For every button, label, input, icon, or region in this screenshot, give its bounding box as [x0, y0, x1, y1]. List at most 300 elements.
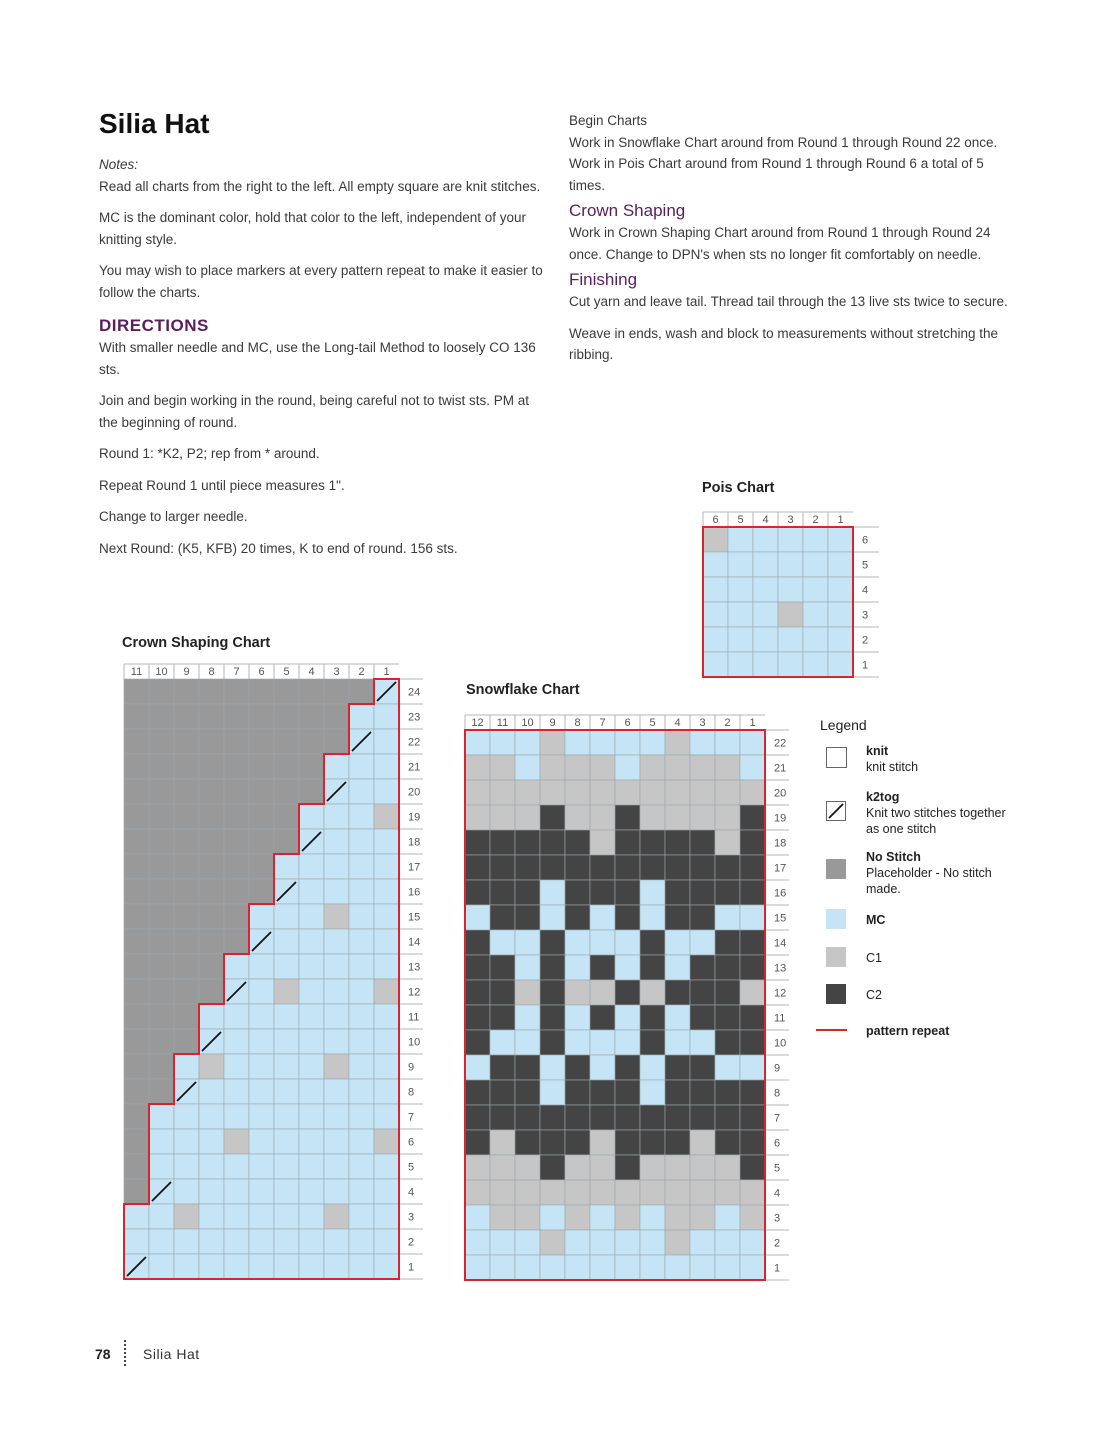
chart-cell — [515, 1130, 540, 1155]
chart-cell — [690, 805, 715, 830]
chart-cell — [174, 954, 199, 979]
row-number: 15 — [774, 912, 787, 925]
row-number: 9 — [408, 1061, 415, 1074]
chart-cell — [540, 1180, 565, 1205]
chart-cell — [224, 954, 249, 979]
col-number: 10 — [521, 717, 534, 729]
chart-cell — [299, 1229, 324, 1254]
chart-cell — [274, 1154, 299, 1179]
chart-cell — [124, 1004, 149, 1029]
row-number: 2 — [774, 1237, 781, 1250]
chart-cell — [174, 804, 199, 829]
chart-cell — [740, 830, 765, 855]
finishing-text: Weave in ends, wash and block to measurements without stretching the ribbing. — [569, 325, 998, 362]
chart-cell — [124, 854, 149, 879]
chart-cell — [565, 1255, 590, 1280]
snowflake-chart-title: Snowflake Chart — [466, 682, 580, 698]
chart-cell — [465, 1080, 490, 1105]
chart-cell — [665, 905, 690, 930]
chart-cell — [274, 1104, 299, 1129]
chart-cell — [828, 602, 853, 627]
chart-cell — [124, 1104, 149, 1129]
chart-cell — [690, 755, 715, 780]
chart-cell — [665, 855, 690, 880]
chart-cell — [665, 1230, 690, 1255]
chart-cell — [199, 1104, 224, 1129]
chart-cell — [174, 929, 199, 954]
chart-cell — [640, 1055, 665, 1080]
chart-cell — [590, 830, 615, 855]
chart-cell — [690, 880, 715, 905]
chart-cell — [515, 730, 540, 755]
chart-cell — [640, 880, 665, 905]
row-number: 11 — [774, 1012, 786, 1025]
chart-cell — [465, 980, 490, 1005]
chart-cell — [490, 1205, 515, 1230]
chart-cell — [515, 1155, 540, 1180]
chart-cell — [465, 1205, 490, 1230]
chart-cell — [149, 1054, 174, 1079]
chart-cell — [199, 1254, 224, 1279]
chart-cell — [174, 1004, 199, 1029]
chart-cell — [224, 1129, 249, 1154]
chart-cell — [490, 805, 515, 830]
chart-cell — [349, 879, 374, 904]
chart-cell — [124, 704, 149, 729]
crown-text: Work in Crown Shaping Chart around from Round 1 through Round 24 once. Change to DPN's when sts no longer fit comfortably on needle. — [569, 225, 991, 262]
chart-cell — [299, 704, 324, 729]
chart-cell — [299, 804, 324, 829]
chart-cell — [224, 1079, 249, 1104]
chart-cell — [465, 1180, 490, 1205]
chart-cell — [249, 954, 274, 979]
chart-cell — [590, 1105, 615, 1130]
chart-cell — [590, 1005, 615, 1030]
chart-cell — [515, 830, 540, 855]
chart-cell — [274, 979, 299, 1004]
chart-cell — [374, 804, 399, 829]
chart-cell — [324, 829, 349, 854]
row-number: 20 — [774, 787, 787, 800]
chart-cell — [274, 1229, 299, 1254]
chart-cell — [665, 880, 690, 905]
legend-name: pattern repeat — [866, 1024, 950, 1038]
chart-cell — [249, 1029, 274, 1054]
chart-cell — [590, 955, 615, 980]
chart-cell — [349, 804, 374, 829]
chart-cell — [249, 1054, 274, 1079]
chart-cell — [490, 930, 515, 955]
chart-cell — [124, 1229, 149, 1254]
chart-cell — [565, 1130, 590, 1155]
footer-divider — [124, 1340, 126, 1366]
chart-cell — [374, 1229, 399, 1254]
chart-cell — [374, 704, 399, 729]
chart-cell — [199, 1004, 224, 1029]
chart-cell — [174, 704, 199, 729]
chart-cell — [540, 805, 565, 830]
chart-cell — [324, 904, 349, 929]
col-number: 3 — [787, 514, 794, 526]
chart-cell — [224, 704, 249, 729]
chart-cell — [224, 804, 249, 829]
snowflake-chart — [455, 707, 800, 1282]
chart-cell — [715, 830, 740, 855]
chart-cell — [490, 1005, 515, 1030]
chart-cell — [828, 652, 853, 677]
chart-cell — [324, 1204, 349, 1229]
chart-cell — [324, 929, 349, 954]
chart-cell — [465, 880, 490, 905]
chart-cell — [349, 1054, 374, 1079]
col-number: 12 — [471, 717, 484, 729]
chart-cell — [715, 1005, 740, 1030]
chart-cell — [324, 1229, 349, 1254]
chart-cell — [515, 980, 540, 1005]
chart-cell — [690, 1005, 715, 1030]
chart-cell — [490, 1130, 515, 1155]
row-number: 19 — [408, 811, 421, 824]
chart-cell — [490, 955, 515, 980]
chart-cell — [490, 780, 515, 805]
chart-cell — [149, 1254, 174, 1279]
chart-cell — [374, 929, 399, 954]
knit-swatch — [826, 747, 847, 768]
chart-cell — [640, 1255, 665, 1280]
row-number: 19 — [774, 812, 787, 825]
chart-cell — [728, 602, 753, 627]
row-number: 11 — [408, 1011, 420, 1024]
chart-cell — [374, 1154, 399, 1179]
legend-name: C1 — [866, 951, 882, 965]
chart-cell — [715, 855, 740, 880]
page-number: 78 — [95, 1346, 111, 1362]
chart-cell — [124, 1029, 149, 1054]
chart-cell — [249, 704, 274, 729]
note-text: You may wish to place markers at every pattern repeat to make it easier to follow the charts. — [99, 263, 543, 300]
chart-cell — [590, 1255, 615, 1280]
chart-cell — [249, 804, 274, 829]
chart-cell — [740, 1255, 765, 1280]
row-number: 20 — [408, 786, 421, 799]
chart-cell — [490, 1030, 515, 1055]
col-number: 5 — [737, 514, 744, 526]
chart-cell — [590, 1030, 615, 1055]
chart-cell — [715, 730, 740, 755]
chart-cell — [540, 755, 565, 780]
direction-text: Change to larger needle. — [99, 509, 248, 524]
no-stitch-swatch — [826, 859, 846, 879]
chart-cell — [349, 1254, 374, 1279]
chart-cell — [174, 979, 199, 1004]
chart-cell — [324, 1104, 349, 1129]
row-number: 4 — [862, 584, 869, 597]
row-number: 3 — [408, 1211, 415, 1224]
chart-cell — [324, 729, 349, 754]
chart-cell — [199, 829, 224, 854]
chart-cell — [690, 905, 715, 930]
chart-cell — [199, 929, 224, 954]
chart-cell — [515, 1180, 540, 1205]
chart-cell — [690, 1030, 715, 1055]
chart-cell — [274, 929, 299, 954]
row-number: 16 — [774, 887, 787, 900]
chart-cell — [249, 1104, 274, 1129]
chart-cell — [615, 1030, 640, 1055]
chart-cell — [174, 1204, 199, 1229]
chart-cell — [740, 905, 765, 930]
chart-cell — [728, 552, 753, 577]
chart-cell — [540, 955, 565, 980]
chart-cell — [740, 955, 765, 980]
row-number: 1 — [408, 1261, 415, 1274]
chart-cell — [174, 1104, 199, 1129]
chart-cell — [374, 1054, 399, 1079]
chart-cell — [590, 780, 615, 805]
col-number: 11 — [496, 717, 509, 729]
chart-cell — [199, 1179, 224, 1204]
chart-cell — [565, 730, 590, 755]
chart-cell — [324, 1004, 349, 1029]
col-number: 3 — [699, 717, 706, 729]
chart-cell — [174, 1229, 199, 1254]
chart-cell — [690, 730, 715, 755]
chart-cell — [174, 729, 199, 754]
row-number: 21 — [408, 761, 421, 774]
chart-cell — [715, 1255, 740, 1280]
chart-cell — [299, 679, 324, 704]
chart-cell — [615, 880, 640, 905]
chart-cell — [174, 1154, 199, 1179]
chart-cell — [224, 1029, 249, 1054]
chart-cell — [124, 779, 149, 804]
chart-cell — [490, 1105, 515, 1130]
chart-cell — [465, 830, 490, 855]
row-number: 4 — [774, 1187, 781, 1200]
legend-desc: Knit two stitches together as one stitch — [866, 806, 1006, 836]
chart-cell — [540, 930, 565, 955]
chart-cell — [690, 930, 715, 955]
chart-cell — [715, 1055, 740, 1080]
chart-cell — [715, 1180, 740, 1205]
legend-name: k2tog — [866, 790, 900, 804]
chart-cell — [690, 1155, 715, 1180]
chart-cell — [274, 754, 299, 779]
chart-cell — [665, 1105, 690, 1130]
col-number: 7 — [599, 717, 606, 729]
chart-cell — [565, 1005, 590, 1030]
chart-cell — [715, 905, 740, 930]
chart-cell — [640, 1155, 665, 1180]
chart-cell — [174, 829, 199, 854]
chart-cell — [565, 1205, 590, 1230]
chart-cell — [565, 855, 590, 880]
col-number: 2 — [812, 514, 819, 526]
chart-cell — [590, 1180, 615, 1205]
chart-cell — [615, 1080, 640, 1105]
chart-cell — [690, 1130, 715, 1155]
chart-cell — [665, 730, 690, 755]
col-number: 4 — [674, 717, 681, 729]
chart-cell — [640, 955, 665, 980]
chart-cell — [465, 1230, 490, 1255]
chart-cell — [728, 577, 753, 602]
chart-cell — [124, 1079, 149, 1104]
chart-cell — [374, 904, 399, 929]
chart-cell — [124, 1154, 149, 1179]
chart-cell — [715, 1030, 740, 1055]
chart-cell — [615, 1230, 640, 1255]
chart-cell — [149, 1229, 174, 1254]
chart-cell — [349, 1004, 374, 1029]
chart-cell — [615, 830, 640, 855]
chart-cell — [665, 980, 690, 1005]
chart-cell — [374, 854, 399, 879]
chart-cell — [199, 854, 224, 879]
chart-cell — [753, 577, 778, 602]
row-number: 22 — [774, 737, 787, 750]
chart-cell — [590, 1230, 615, 1255]
chart-cell — [515, 780, 540, 805]
chart-cell — [465, 1255, 490, 1280]
row-number: 1 — [862, 659, 869, 672]
chart-cell — [615, 1180, 640, 1205]
chart-cell — [490, 1080, 515, 1105]
chart-cell — [249, 1179, 274, 1204]
chart-cell — [374, 1129, 399, 1154]
chart-cell — [715, 1080, 740, 1105]
row-number: 3 — [774, 1212, 781, 1225]
chart-cell — [349, 1079, 374, 1104]
chart-cell — [465, 1030, 490, 1055]
chart-cell — [640, 1230, 665, 1255]
chart-cell — [349, 829, 374, 854]
chart-cell — [778, 627, 803, 652]
chart-cell — [174, 1254, 199, 1279]
chart-cell — [690, 1230, 715, 1255]
chart-cell — [124, 729, 149, 754]
chart-cell — [565, 1080, 590, 1105]
chart-cell — [224, 854, 249, 879]
chart-cell — [828, 577, 853, 602]
chart-cell — [728, 652, 753, 677]
row-number: 13 — [774, 962, 787, 975]
chart-cell — [615, 1255, 640, 1280]
chart-cell — [274, 854, 299, 879]
chart-cell — [149, 1029, 174, 1054]
chart-cell — [565, 880, 590, 905]
chart-cell — [490, 980, 515, 1005]
chart-cell — [249, 1229, 274, 1254]
crown-chart-title: Crown Shaping Chart — [122, 635, 271, 651]
row-number: 10 — [408, 1036, 421, 1049]
chart-cell — [490, 1255, 515, 1280]
chart-cell — [803, 652, 828, 677]
chart-cell — [590, 855, 615, 880]
chart-cell — [490, 855, 515, 880]
chart-cell — [778, 577, 803, 602]
chart-cell — [753, 652, 778, 677]
row-number: 7 — [774, 1112, 781, 1125]
chart-cell — [540, 1055, 565, 1080]
chart-cell — [174, 779, 199, 804]
chart-cell — [349, 954, 374, 979]
chart-cell — [540, 830, 565, 855]
chart-cell — [740, 730, 765, 755]
chart-cell — [740, 1130, 765, 1155]
chart-cell — [274, 1129, 299, 1154]
chart-cell — [249, 1254, 274, 1279]
chart-cell — [540, 1155, 565, 1180]
chart-cell — [565, 905, 590, 930]
chart-cell — [703, 652, 728, 677]
chart-cell — [349, 854, 374, 879]
chart-cell — [274, 1079, 299, 1104]
chart-cell — [224, 1154, 249, 1179]
chart-cell — [199, 704, 224, 729]
chart-cell — [374, 879, 399, 904]
chart-cell — [274, 779, 299, 804]
chart-cell — [715, 1105, 740, 1130]
chart-cell — [224, 1204, 249, 1229]
chart-cell — [565, 1155, 590, 1180]
chart-cell — [224, 679, 249, 704]
chart-cell — [690, 955, 715, 980]
chart-cell — [565, 1230, 590, 1255]
chart-cell — [565, 1180, 590, 1205]
chart-cell — [249, 1004, 274, 1029]
direction-text: Repeat Round 1 until piece measures 1". — [99, 477, 345, 493]
chart-cell — [249, 754, 274, 779]
chart-cell — [590, 930, 615, 955]
chart-cell — [349, 779, 374, 804]
chart-cell — [715, 880, 740, 905]
chart-cell — [615, 1005, 640, 1030]
chart-cell — [249, 1154, 274, 1179]
chart-cell — [690, 1105, 715, 1130]
chart-cell — [224, 904, 249, 929]
chart-cell — [640, 755, 665, 780]
chart-cell — [349, 679, 374, 704]
chart-cell — [590, 755, 615, 780]
chart-cell — [299, 904, 324, 929]
row-number: 17 — [774, 862, 787, 875]
chart-cell — [299, 1204, 324, 1229]
chart-cell — [199, 1079, 224, 1104]
notes-label: Notes: — [99, 157, 139, 172]
chart-cell — [540, 855, 565, 880]
chart-cell — [324, 679, 349, 704]
chart-cell — [324, 854, 349, 879]
chart-cell — [465, 1130, 490, 1155]
chart-cell — [665, 805, 690, 830]
chart-cell — [224, 1229, 249, 1254]
chart-cell — [540, 1255, 565, 1280]
chart-cell — [515, 1105, 540, 1130]
chart-cell — [274, 1054, 299, 1079]
chart-cell — [299, 929, 324, 954]
chart-cell — [590, 980, 615, 1005]
crown-shaping-chart — [110, 657, 440, 1282]
pois-chart-title: Pois Chart — [702, 480, 775, 496]
chart-cell — [740, 1205, 765, 1230]
chart-cell — [490, 730, 515, 755]
chart-cell — [740, 980, 765, 1005]
chart-cell — [324, 1179, 349, 1204]
row-number: 14 — [774, 937, 787, 950]
row-number: 24 — [408, 686, 421, 699]
chart-cell — [349, 754, 374, 779]
